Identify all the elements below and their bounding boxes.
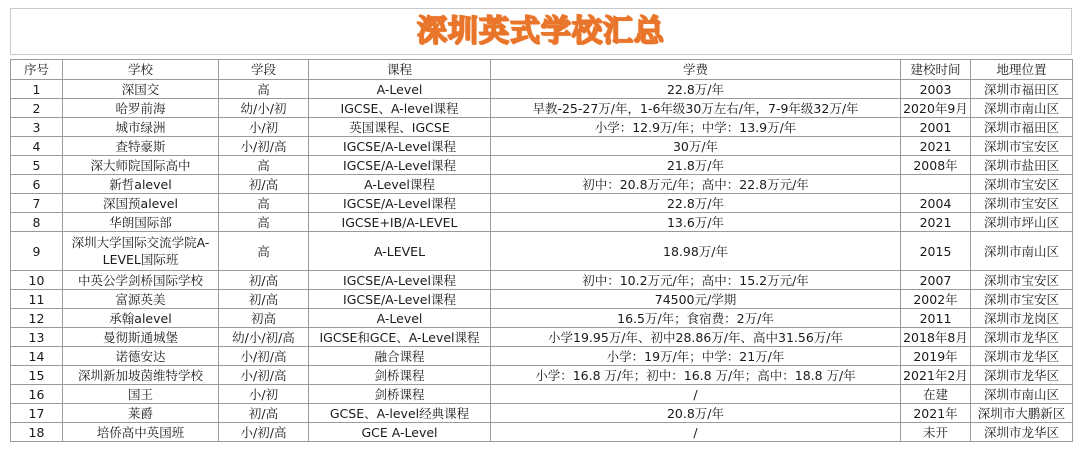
cell-fee: 22.8万/年 — [491, 194, 901, 213]
cell-stage: 高 — [219, 194, 309, 213]
cell-course: GCSE、A-level经典课程 — [309, 404, 491, 423]
cell-school: 深国交 — [63, 80, 219, 99]
cell-course: A-LEVEL — [309, 232, 491, 271]
table-row — [11, 423, 1073, 442]
cell-course: 融合课程 — [309, 347, 491, 366]
cell-no: 9 — [11, 232, 63, 271]
cell-founded: 2003 — [901, 80, 971, 99]
cell-school: 诺德安达 — [63, 347, 219, 366]
cell-stage: 高 — [219, 232, 309, 271]
cell-founded: 2002年 — [901, 290, 971, 309]
cell-fee: 小学：19万/年；中学：21万/年 — [491, 347, 901, 366]
cell-fee: / — [491, 423, 901, 442]
table-row — [11, 99, 1073, 118]
cell-no: 15 — [11, 366, 63, 385]
cell-stage: 小/初/高 — [219, 137, 309, 156]
cell-stage: 高 — [219, 213, 309, 232]
cell-location: 深圳市龙岗区 — [971, 309, 1073, 328]
cell-founded: 2004 — [901, 194, 971, 213]
cell-location: 深圳市南山区 — [971, 99, 1073, 118]
table-row — [11, 328, 1073, 347]
header-row — [11, 60, 1073, 80]
title-banner — [10, 8, 1072, 55]
cell-stage: 初/高 — [219, 404, 309, 423]
cell-school: 查特豪斯 — [63, 137, 219, 156]
cell-founded: 2015 — [901, 232, 971, 271]
cell-no: 4 — [11, 137, 63, 156]
cell-stage: 小/初 — [219, 385, 309, 404]
col-header-location: 地理位置 — [971, 60, 1073, 80]
cell-stage: 初/高 — [219, 175, 309, 194]
cell-school: 国王 — [63, 385, 219, 404]
table-row — [11, 175, 1073, 194]
cell-fee: 18.98万/年 — [491, 232, 901, 271]
cell-no: 5 — [11, 156, 63, 175]
cell-no: 12 — [11, 309, 63, 328]
cell-course: 剑桥课程 — [309, 366, 491, 385]
cell-location: 深圳市宝安区 — [971, 137, 1073, 156]
page-title: 深圳英式学校汇总 — [417, 13, 665, 49]
cell-founded: 未开 — [901, 423, 971, 442]
cell-course: 英国课程、IGCSE — [309, 118, 491, 137]
cell-location: 深圳市盐田区 — [971, 156, 1073, 175]
cell-founded: 2019年 — [901, 347, 971, 366]
cell-school: 深大师院国际高中 — [63, 156, 219, 175]
cell-founded: 2021年2月 — [901, 366, 971, 385]
cell-founded — [901, 175, 971, 194]
cell-stage: 小/初 — [219, 118, 309, 137]
cell-location: 深圳市南山区 — [971, 232, 1073, 271]
cell-fee: 小学：12.9万/年；中学：13.9万/年 — [491, 118, 901, 137]
cell-location: 深圳市大鹏新区 — [971, 404, 1073, 423]
cell-location: 深圳市宝安区 — [971, 290, 1073, 309]
cell-fee: 22.8万/年 — [491, 80, 901, 99]
cell-fee: 20.8万/年 — [491, 404, 901, 423]
cell-fee: 小学：16.8 万/年；初中：16.8 万/年；高中：18.8 万/年 — [491, 366, 901, 385]
cell-location: 深圳市宝安区 — [971, 175, 1073, 194]
table-row — [11, 366, 1073, 385]
cell-stage: 幼/小/初 — [219, 99, 309, 118]
cell-fee: 16.5万/年；食宿费：2万/年 — [491, 309, 901, 328]
cell-location: 深圳市龙华区 — [971, 366, 1073, 385]
cell-fee: 21.8万/年 — [491, 156, 901, 175]
cell-school: 培侨高中英国班 — [63, 423, 219, 442]
cell-no: 1 — [11, 80, 63, 99]
cell-no: 16 — [11, 385, 63, 404]
cell-fee: 13.6万/年 — [491, 213, 901, 232]
table-row — [11, 213, 1073, 232]
cell-school: 富源英美 — [63, 290, 219, 309]
cell-founded: 2011 — [901, 309, 971, 328]
cell-school: 城市绿洲 — [63, 118, 219, 137]
cell-stage: 高 — [219, 80, 309, 99]
cell-location: 深圳市龙华区 — [971, 423, 1073, 442]
cell-school: 哈罗前海 — [63, 99, 219, 118]
col-header-founded: 建校时间 — [901, 60, 971, 80]
cell-location: 深圳市福田区 — [971, 118, 1073, 137]
cell-fee: 初中：10.2万元/年；高中：15.2万元/年 — [491, 271, 901, 290]
col-header-school: 学校 — [63, 60, 219, 80]
cell-no: 17 — [11, 404, 63, 423]
cell-location: 深圳市宝安区 — [971, 271, 1073, 290]
table-row — [11, 80, 1073, 99]
col-header-no: 序号 — [11, 60, 63, 80]
table-row — [11, 118, 1073, 137]
cell-stage: 小/初/高 — [219, 347, 309, 366]
cell-course: IGCSE、A-level课程 — [309, 99, 491, 118]
table-row — [11, 156, 1073, 175]
cell-course: IGCSE/A-Level课程 — [309, 290, 491, 309]
cell-founded: 2021 — [901, 213, 971, 232]
cell-school: 中英公学剑桥国际学校 — [63, 271, 219, 290]
cell-founded: 2021年 — [901, 404, 971, 423]
cell-stage: 幼/小/初/高 — [219, 328, 309, 347]
table-row — [11, 137, 1073, 156]
cell-course: GCE A-Level — [309, 423, 491, 442]
cell-no: 10 — [11, 271, 63, 290]
cell-location: 深圳市宝安区 — [971, 194, 1073, 213]
cell-course: IGCSE/A-Level课程 — [309, 137, 491, 156]
cell-no: 7 — [11, 194, 63, 213]
col-header-stage: 学段 — [219, 60, 309, 80]
cell-no: 13 — [11, 328, 63, 347]
table-row — [11, 347, 1073, 366]
table-row — [11, 194, 1073, 213]
cell-stage: 高 — [219, 156, 309, 175]
cell-stage: 小/初/高 — [219, 366, 309, 385]
table-row — [11, 290, 1073, 309]
cell-fee: 30万/年 — [491, 137, 901, 156]
school-table — [10, 59, 1073, 442]
cell-course: IGCSE/A-Level课程 — [309, 271, 491, 290]
cell-school: 深圳大学国际交流学院A-LEVEL国际班 — [63, 232, 219, 271]
cell-stage: 初/高 — [219, 290, 309, 309]
col-header-fee: 学费 — [491, 60, 901, 80]
cell-fee: / — [491, 385, 901, 404]
cell-stage: 初高 — [219, 309, 309, 328]
cell-fee: 早教-25-27万/年，1-6年级30万左右/年，7-9年级32万/年 — [491, 99, 901, 118]
table-row — [11, 232, 1073, 271]
cell-founded: 2001 — [901, 118, 971, 137]
table-row — [11, 404, 1073, 423]
cell-location: 深圳市龙华区 — [971, 347, 1073, 366]
col-header-course: 课程 — [309, 60, 491, 80]
cell-founded: 2018年8月 — [901, 328, 971, 347]
cell-school: 承翰alevel — [63, 309, 219, 328]
cell-no: 18 — [11, 423, 63, 442]
table-row — [11, 271, 1073, 290]
cell-school: 华朗国际部 — [63, 213, 219, 232]
cell-no: 11 — [11, 290, 63, 309]
cell-course: IGCSE+IB/A-LEVEL — [309, 213, 491, 232]
cell-fee: 初中：20.8万元/年；高中：22.8万元/年 — [491, 175, 901, 194]
cell-founded: 2021 — [901, 137, 971, 156]
cell-course: A-Level — [309, 309, 491, 328]
cell-fee: 74500元/学期 — [491, 290, 901, 309]
cell-stage: 小/初/高 — [219, 423, 309, 442]
table-row — [11, 309, 1073, 328]
cell-founded: 在建 — [901, 385, 971, 404]
table-row — [11, 385, 1073, 404]
cell-no: 3 — [11, 118, 63, 137]
cell-school: 深圳新加坡茵维特学校 — [63, 366, 219, 385]
cell-school: 曼彻斯通城堡 — [63, 328, 219, 347]
cell-no: 14 — [11, 347, 63, 366]
cell-course: 剑桥课程 — [309, 385, 491, 404]
cell-course: A-Level课程 — [309, 175, 491, 194]
cell-location: 深圳市南山区 — [971, 385, 1073, 404]
cell-no: 6 — [11, 175, 63, 194]
cell-course: IGCSE和GCE、A-Level课程 — [309, 328, 491, 347]
cell-no: 2 — [11, 99, 63, 118]
cell-location: 深圳市龙华区 — [971, 328, 1073, 347]
cell-school: 新哲alevel — [63, 175, 219, 194]
cell-fee: 小学19.95万/年、初中28.86万/年、高中31.56万/年 — [491, 328, 901, 347]
cell-founded: 2007 — [901, 271, 971, 290]
cell-course: IGCSE/A-Level课程 — [309, 194, 491, 213]
cell-course: IGCSE/A-Level课程 — [309, 156, 491, 175]
cell-school: 莱爵 — [63, 404, 219, 423]
cell-stage: 初/高 — [219, 271, 309, 290]
cell-founded: 2020年9月 — [901, 99, 971, 118]
cell-location: 深圳市福田区 — [971, 80, 1073, 99]
cell-course: A-Level — [309, 80, 491, 99]
cell-location: 深圳市坪山区 — [971, 213, 1073, 232]
cell-school: 深国预alevel — [63, 194, 219, 213]
cell-founded: 2008年 — [901, 156, 971, 175]
cell-no: 8 — [11, 213, 63, 232]
